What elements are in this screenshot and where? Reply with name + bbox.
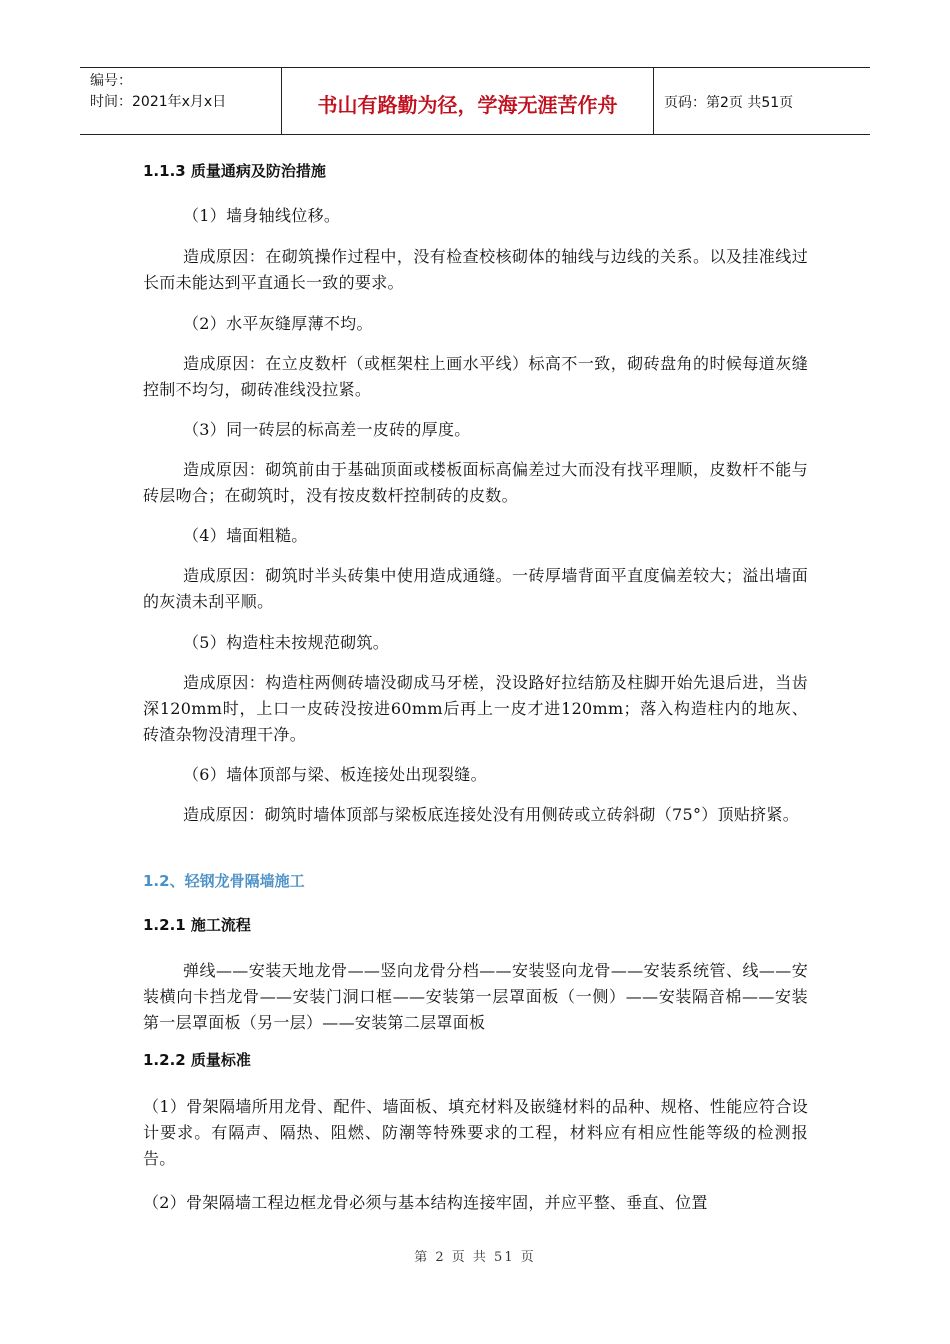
defect-item-3: （3）同一砖层的标高差一皮砖的厚度。 xyxy=(183,420,471,439)
defect-item-4: （4）墙面粗糙。 xyxy=(183,526,308,545)
header-motto: 书山有路勤为径，学海无涯苦作舟 xyxy=(282,68,654,134)
page-footer: 第 2 页 共 51 页 xyxy=(414,1250,536,1265)
document-time-label: 时间：2021年x月x日 xyxy=(90,94,227,110)
header-meta xyxy=(80,68,282,134)
page-header xyxy=(80,67,870,135)
quality-standard-1: （1）骨架隔墙所用龙骨、配件、墙面板、填充材料及嵌缝材料的品种、规格、性能应符合设计要求。有隔声、隔热、阻燃、防潮等特殊要求的工程，材料应有相应性能等级的检测报告。 xyxy=(143,1097,808,1168)
defect-item-6: （6）墙体顶部与梁、板连接处出现裂缝。 xyxy=(183,765,487,784)
defect-cause-6: 造成原因：砌筑时墙体顶部与梁板底连接处没有用侧砖或立砖斜砌（75°）顶贴挤紧。 xyxy=(183,805,800,824)
defect-item-1: （1）墙身轴线位移。 xyxy=(183,206,341,225)
defect-cause-4: 造成原因：砌筑时半头砖集中使用造成通缝。一砖厚墙背面平直度偏差较大；溢出墙面的灰渍未刮平顺。 xyxy=(143,566,808,611)
defect-cause-1: 造成原因：在砌筑操作过程中，没有检查校核砌体的轴线与边线的关系。以及挂准线过长而未能达到平直通长一致的要求。 xyxy=(143,247,808,292)
defect-cause-2: 造成原因：在立皮数杆（或框架柱上画水平线）标高不一致，砌砖盘角的时候每道灰缝控制不均匀，砌砖准线没拉紧。 xyxy=(143,354,808,399)
document-number-label: 编号： xyxy=(90,73,132,89)
defect-item-2: （2）水平灰缝厚薄不均。 xyxy=(183,314,373,333)
section-title-1-2-2: 1.2.2 质量标准 xyxy=(143,1051,251,1069)
section-title-1-2: 1.2、轻钢龙骨隔墙施工 xyxy=(143,872,305,890)
header-page-info: 页码：第2页 共51页 xyxy=(664,95,794,111)
defect-cause-3: 造成原因：砌筑前由于基础顶面或楼板面标高偏差过大而没有找平理顺，皮数杆不能与砖层吻合；在砌筑时，没有按皮数杆控制砖的皮数。 xyxy=(143,460,808,505)
section-title-1-1-3: 1.1.3 质量通病及防治措施 xyxy=(143,162,326,180)
defect-item-5: （5）构造柱未按规范砌筑。 xyxy=(183,633,390,652)
construction-flow-text: 弹线——安装天地龙骨——竖向龙骨分档——安装竖向龙骨——安装系统管、线——安装横向卡挡龙骨——安装门洞口框——安装第一层罩面板（一侧）——安装隔音棉——安装第一层罩面板（另一层）——安装第二层罩面板 xyxy=(143,961,808,1032)
section-title-1-2-1: 1.2.1 施工流程 xyxy=(143,916,251,934)
defect-cause-5: 造成原因：构造柱两侧砖墙没砌成马牙槎，没设路好拉结筋及柱脚开始先退后进，当齿深120mm时，上口一皮砖没按进60mm后再上一皮才进120mm；落入构造柱内的地灰、砖渣杂物没清理干净。 xyxy=(143,673,808,744)
quality-standard-2: （2）骨架隔墙工程边框龙骨必须与基本结构连接牢固，并应平整、垂直、位置 xyxy=(143,1193,708,1212)
